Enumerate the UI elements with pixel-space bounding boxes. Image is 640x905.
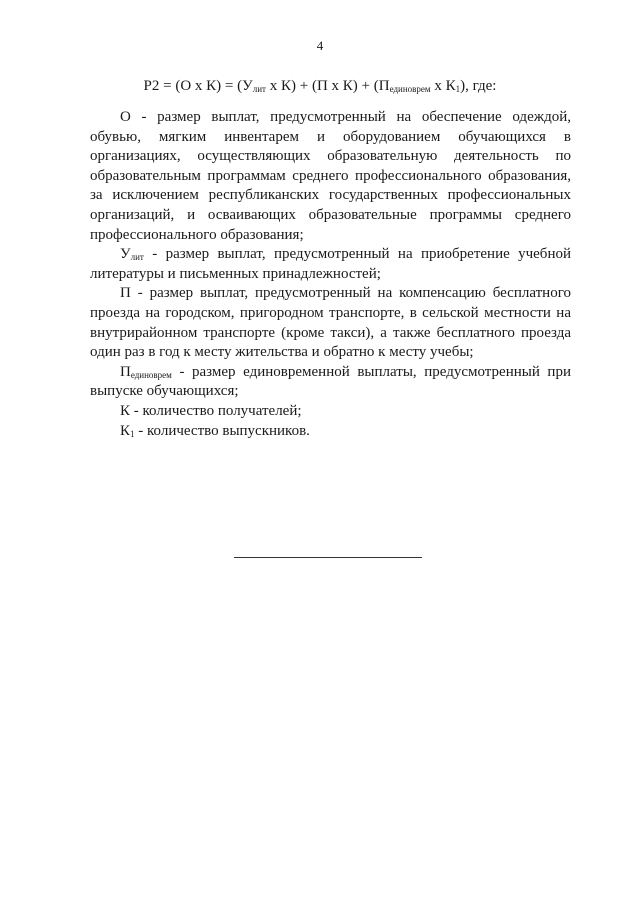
definition-p: П - размер выплат, предусмотренный на компенсацию бесплатного проезда на городском, пригородном транспорте, в сельской местности на внутрирайонном транспорте (кроме такси), а также бесплатного проезда один раз в год к месту жительства и обратно к месту учебы; [90, 285, 571, 361]
ulit-text: - размер выплат, предусмотренный на приобретение учебной литературы и письменных принадлежностей; [90, 246, 571, 282]
definition-k1 [90, 422, 571, 442]
ulit-symbol: У [120, 246, 131, 263]
pe-symbol: П [120, 363, 131, 380]
end-divider-line [234, 557, 422, 558]
definitions-body [90, 108, 571, 441]
ulit-subscript: лит [130, 252, 144, 263]
k1-subscript: 1 [130, 428, 135, 439]
definition-ulit [90, 245, 571, 284]
formula-sub-lit: лит [252, 84, 266, 94]
formula-part-2: х К) + (П х К) + (П [265, 78, 390, 94]
definition-p-edinovrem [90, 363, 571, 402]
definition-o: О - размер выплат, предусмотренный на обеспечение одеждой, обувью, мягким инвентарем и оборудованием обучающихся в организациях, осуществляющих образовательную деятельность по образовательным программам среднего профессионального образования, за исключением республиканских государственных профессиональных организаций, и осваивающих образовательные программы среднего профессионального образования; [90, 109, 571, 243]
formula-sub-1: 1 [455, 84, 461, 94]
definition-k: К - количество получателей; [120, 402, 302, 419]
k1-symbol: К [120, 422, 131, 439]
formula-part-3: х К [430, 78, 456, 94]
formula-part-4: ), где: [460, 78, 497, 94]
formula-line [0, 78, 640, 95]
pe-text: - размер единовременной выплаты, предусмотренный при выпуске обучающихся; [90, 363, 571, 400]
page-number: 4 [316, 38, 324, 53]
formula-part-1: Р2 = (О х К) = (У [143, 78, 253, 94]
k1-text: - количество выпускников. [134, 422, 310, 439]
formula-sub-edinovrem: единоврем [389, 84, 431, 94]
pe-subscript: единоврем [130, 369, 172, 380]
